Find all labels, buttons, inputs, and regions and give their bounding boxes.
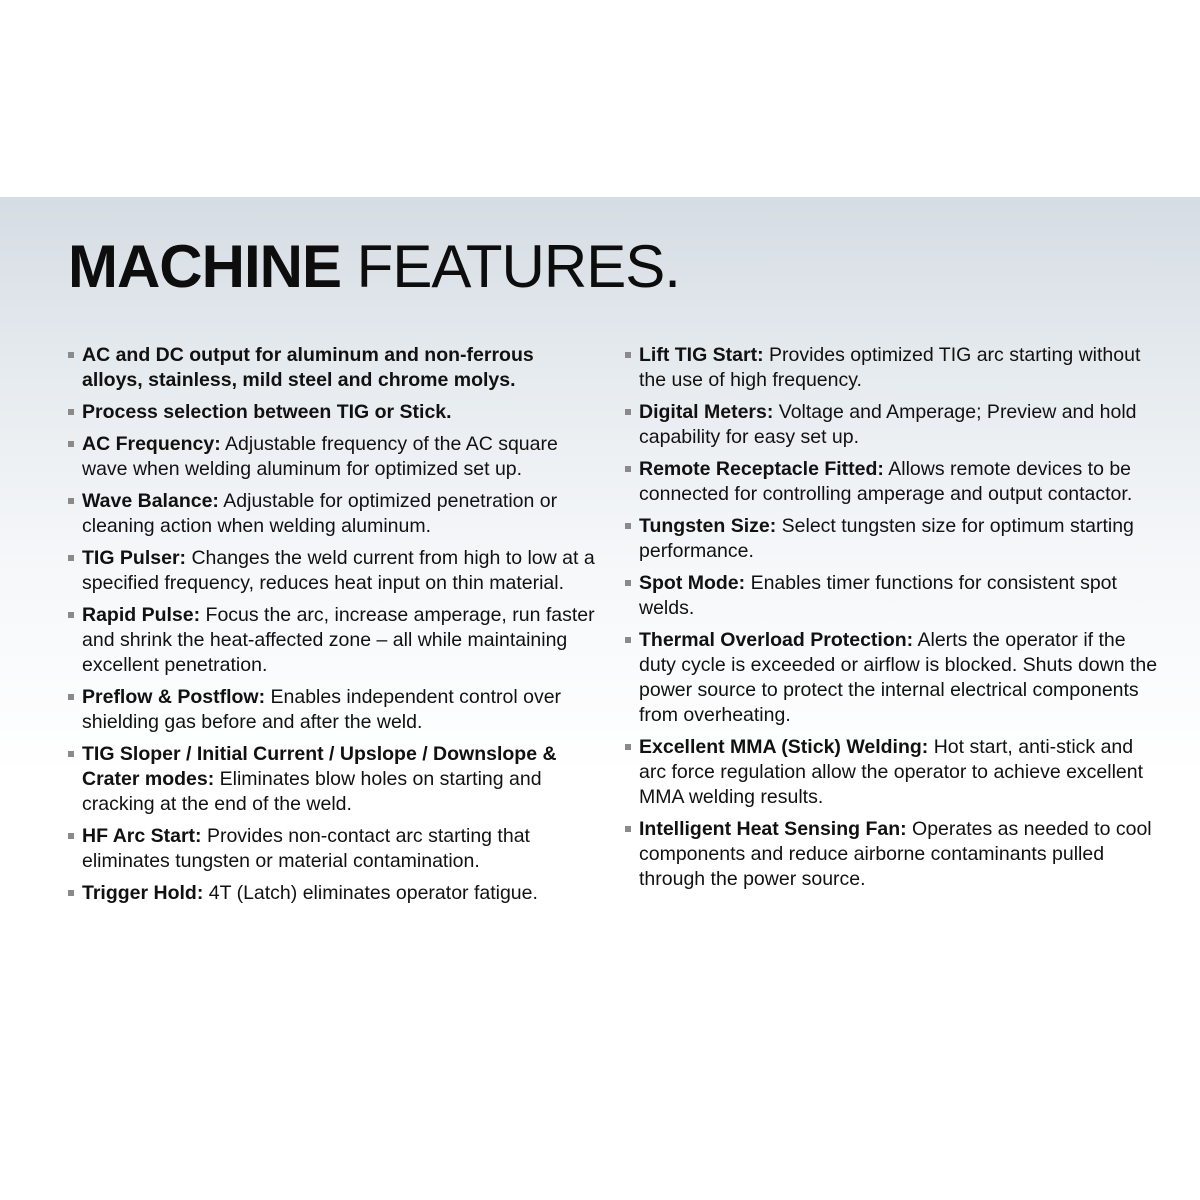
bullet-square-icon — [68, 694, 74, 700]
bullet-square-icon — [68, 555, 74, 561]
feature-item — [625, 514, 1165, 564]
feature-desc: Hot start, anti-stick and arc force regulation allow the operator to achieve excellent MMA welding results. — [639, 736, 1144, 808]
feature-desc: Adjustable frequency of the AC square wave when welding aluminum for optimized set up. — [82, 433, 558, 480]
feature-item — [625, 571, 1165, 621]
feature-desc: Alerts the operator if the duty cycle is exceeded or airflow is blocked. Shuts down the power source to protect the internal electrical components from overheating. — [639, 629, 1158, 726]
feature-desc: Provides non-contact arc starting that eliminates tungsten or material contamination. — [82, 825, 530, 872]
feature-term: Spot Mode: — [639, 572, 746, 594]
bullet-square-icon — [625, 637, 631, 643]
bullet-square-icon — [625, 466, 631, 472]
feature-item — [625, 400, 1165, 450]
feature-item — [68, 685, 598, 735]
feature-term: Lift TIG Start: — [639, 344, 764, 366]
bullet-square-icon — [625, 352, 631, 358]
feature-term: Wave Balance: — [82, 490, 219, 512]
feature-desc: Focus the arc, increase amperage, run faster and shrink the heat-affected zone – all while maintaining excellent penetration. — [82, 604, 595, 676]
feature-item — [68, 489, 598, 539]
feature-list-left — [68, 343, 598, 913]
feature-item — [68, 546, 598, 596]
title-light: FEATURES. — [341, 233, 680, 300]
bullet-square-icon — [68, 409, 74, 415]
title-bold: MACHINE — [68, 233, 341, 300]
feature-item — [625, 628, 1165, 728]
feature-item — [68, 603, 598, 678]
feature-term: Remote Receptacle Fitted: — [639, 458, 884, 480]
feature-desc: Enables independent control over shielding gas before and after the weld. — [82, 686, 562, 733]
feature-desc: Provides optimized TIG arc starting without the use of high frequency. — [639, 344, 1141, 391]
feature-item — [68, 432, 598, 482]
feature-item — [68, 400, 598, 425]
feature-term: Thermal Overload Protection: — [639, 629, 914, 651]
feature-item — [625, 457, 1165, 507]
bullet-square-icon — [68, 890, 74, 896]
feature-term: AC and DC output for aluminum and non-ferrous alloys, stainless, mild steel and chrome molys. — [82, 344, 534, 391]
bullet-square-icon — [68, 441, 74, 447]
bullet-square-icon — [68, 498, 74, 504]
feature-item — [68, 343, 598, 393]
feature-term: Intelligent Heat Sensing Fan: — [639, 818, 907, 840]
feature-desc: Operates as needed to cool components and reduce airborne contaminants pulled through the power source. — [639, 818, 1152, 890]
feature-item — [68, 824, 598, 874]
feature-desc: Eliminates blow holes on starting and cracking at the end of the weld. — [82, 768, 542, 815]
feature-desc: Adjustable for optimized penetration or cleaning action when welding aluminum. — [82, 490, 558, 537]
bullet-square-icon — [625, 409, 631, 415]
feature-item — [625, 343, 1165, 393]
feature-desc: Changes the weld current from high to low at a specified frequency, reduces heat input on thin material. — [82, 547, 595, 594]
feature-item — [68, 742, 598, 817]
feature-item — [625, 817, 1165, 892]
bullet-square-icon — [625, 523, 631, 529]
bullet-square-icon — [625, 826, 631, 832]
bullet-square-icon — [68, 352, 74, 358]
feature-desc: Voltage and Amperage; Preview and hold capability for easy set up. — [639, 401, 1137, 448]
feature-list-right — [625, 343, 1165, 899]
feature-item — [68, 881, 598, 906]
feature-term: Excellent MMA (Stick) Welding: — [639, 736, 929, 758]
bullet-square-icon — [68, 751, 74, 757]
feature-term: HF Arc Start: — [82, 825, 202, 847]
feature-desc: Allows remote devices to be connected for controlling amperage and output contactor. — [639, 458, 1133, 505]
feature-desc: Enables timer functions for consistent spot welds. — [639, 572, 1117, 619]
feature-term: TIG Sloper / Initial Current / Upslope / Downslope & Crater modes: — [82, 743, 557, 790]
bullet-square-icon — [68, 612, 74, 618]
bullet-square-icon — [625, 744, 631, 750]
feature-item — [625, 735, 1165, 810]
bullet-square-icon — [625, 580, 631, 586]
feature-term: Process selection between TIG or Stick. — [82, 401, 452, 423]
feature-term: Rapid Pulse: — [82, 604, 201, 626]
feature-term: TIG Pulser: — [82, 547, 187, 569]
bullet-square-icon — [68, 833, 74, 839]
feature-term: Trigger Hold: — [82, 882, 204, 904]
feature-term: Tungsten Size: — [639, 515, 777, 537]
feature-desc: 4T (Latch) eliminates operator fatigue. — [203, 882, 538, 904]
feature-term: Digital Meters: — [639, 401, 774, 423]
page-title — [68, 233, 680, 301]
feature-term: AC Frequency: — [82, 433, 221, 455]
feature-desc: Select tungsten size for optimum starting performance. — [639, 515, 1134, 562]
feature-term: Preflow & Postflow: — [82, 686, 266, 708]
